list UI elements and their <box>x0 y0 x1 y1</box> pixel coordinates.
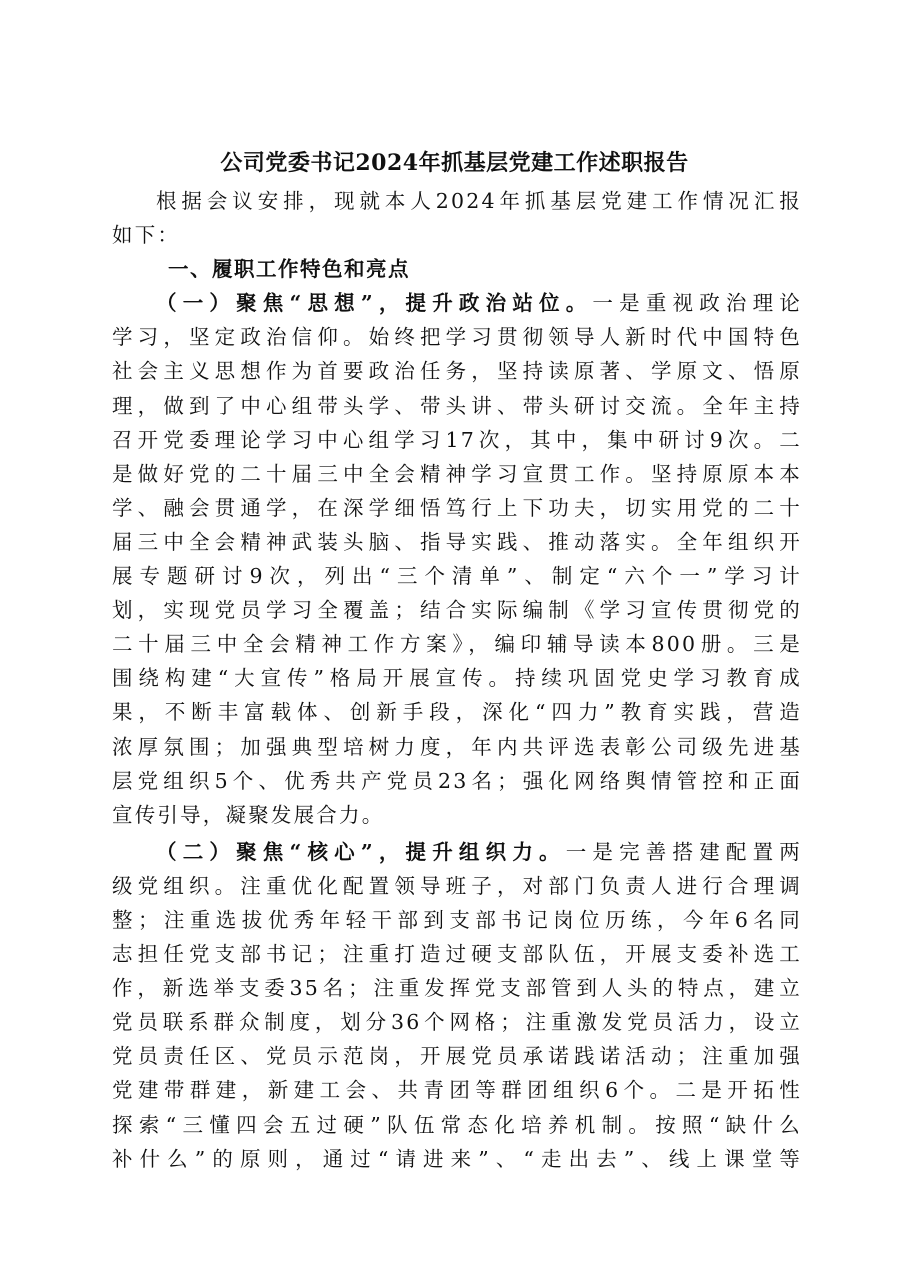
paragraph-line: 层党组织5个、优秀共产党员23名；强化网络舆情管控和正面 <box>112 768 802 793</box>
paragraph-line: 党员联系群众制度，划分36个网格；注重激发党员活力，设立 <box>112 1010 802 1035</box>
paragraph-line: 是做好党的二十届三中全会精神学习宣贯工作。坚持原原本本 <box>112 461 802 486</box>
paragraph-line: 整；注重选拔优秀年轻干部到支部书记岗位历练，今年6名同 <box>112 907 802 932</box>
paragraph-line: 届三中全会精神武装头脑、指导实践、推动落实。全年组织开 <box>112 529 802 554</box>
paragraph-line: 二十届三中全会精神工作方案》，编印辅导读本800册。三是 <box>112 632 802 657</box>
intro-line: 如下： <box>112 223 181 248</box>
paragraph-line <box>112 286 802 320</box>
paragraph-line: 果，不断丰富载体、创新手段，深化“四力”教育实践，营造 <box>112 700 802 725</box>
paragraph-line <box>112 835 802 869</box>
paragraph-line: 志担任党支部书记；注重打造过硬支部队伍，开展支委补选工 <box>112 942 802 967</box>
paragraph-lead: （二）聚焦“核心”，提升组织力。 <box>156 839 566 864</box>
document-title: 公司党委书记2024年抓基层党建工作述职报告 <box>220 150 689 176</box>
paragraph-line: 划，实现党员学习全覆盖；结合实际编制《学习宣传贯彻党的 <box>112 598 802 623</box>
section-heading: 一、履职工作特色和亮点 <box>168 257 410 282</box>
paragraph-line: 党员责任区、党员示范岗，开展党员承诺践诺活动；注重加强 <box>112 1044 802 1069</box>
paragraph-line: 级党组织。注重优化配置领导班子，对部门负责人进行合理调 <box>112 873 802 898</box>
paragraph-line: 社会主义思想作为首要政治任务，坚持读原著、学原文、悟原 <box>112 359 802 384</box>
paragraph-line: 补什么”的原则，通过“请进来”、“走出去”、线上课堂等 <box>112 1146 802 1171</box>
paragraph-line: 召开党委理论学习中心组学习17次，其中，集中研讨9次。二 <box>112 427 802 452</box>
paragraph-line: 党建带群建，新建工会、共青团等群团组织6个。二是开拓性 <box>112 1078 802 1103</box>
paragraph-line: 展专题研讨9次，列出“三个清单”、制定“六个一”学习计 <box>112 564 802 589</box>
paragraph-text: 一是重视政治理论 <box>592 291 802 316</box>
paragraph-lead: （一）聚焦“思想”，提升政治站位。 <box>156 291 593 316</box>
paragraph-line: 作，新选举支委35名；注重发挥党支部管到人头的特点，建立 <box>112 976 802 1001</box>
intro-line: 根据会议安排，现就本人2024年抓基层党建工作情况汇报 <box>156 189 802 213</box>
paragraph-line: 围绕构建“大宣传”格局开展宣传。持续巩固党史学习教育成 <box>112 666 802 691</box>
paragraph-line: 浓厚氛围；加强典型培树力度，年内共评选表彰公司级先进基 <box>112 734 802 759</box>
document-body <box>112 184 802 1176</box>
paragraph-line: 理，做到了中心组带头学、带头讲、带头研讨交流。全年主持 <box>112 393 802 418</box>
paragraph-line: 学、融会贯通学，在深学细悟笃行上下功夫，切实用党的二十 <box>112 495 802 520</box>
paragraph-line: 学习，坚定政治信仰。始终把学习贯彻领导人新时代中国特色 <box>112 325 802 350</box>
paragraph-line: 探索“三懂四会五过硬”队伍常态化培养机制。按照“缺什么 <box>112 1112 802 1137</box>
paragraph-text: 一是完善搭建配置两 <box>565 839 802 864</box>
paragraph-line: 宣传引导，凝聚发展合力。 <box>112 802 385 827</box>
